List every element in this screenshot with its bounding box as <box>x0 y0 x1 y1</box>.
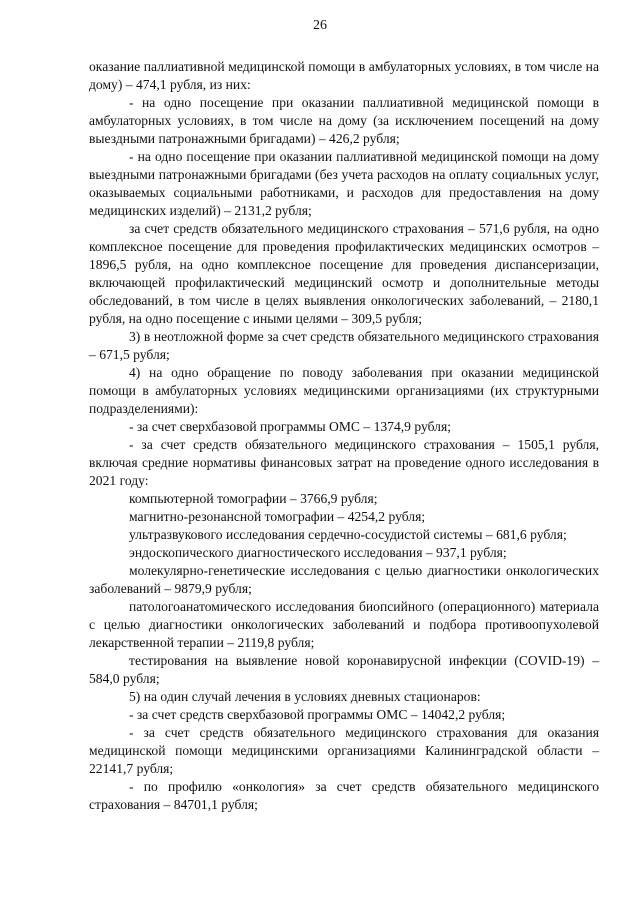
paragraph: 4) на одно обращение по поводу заболевания при оказании медицинской помощи в амбулаторных условиях медицинскими организациями (их структурными подразделениями): <box>89 365 599 416</box>
paragraph: оказание паллиативной медицинской помощи в амбулаторных условиях, в том числе на дому) – 474,1 рубля, из них: <box>89 59 599 92</box>
paragraph: за счет средств обязательного медицинского страхования – 571,6 рубля, на одно комплексное посещение для проведения профилактических медицинских осмотров – 1896,5 рубля, на одно комплексное посещение для проведения диспансеризации, включающей профилактический медицинский осмотр и дополнительные методы обследований, в том числе в целях выявления онкологических заболеваний, – 2180,1 рубля, на одно посещение с иными целями – 309,5 рубля; <box>89 221 599 326</box>
paragraph: - на одно посещение при оказании паллиативной медицинской помощи на дому выездными патронажными бригадами (без учета расходов на оплату социальных услуг, оказываемых социальными работниками, и расходов для предоставления на дому медицинских изделий) – 2131,2 рубля; <box>89 149 599 218</box>
page-number: 26 <box>313 18 327 33</box>
paragraph: 3) в неотложной форме за счет средств обязательного медицинского страхования – 671,5 рубля; <box>89 329 599 362</box>
paragraph: 5) на один случай лечения в условиях дневных стационаров: <box>129 689 481 704</box>
paragraph: ультразвукового исследования сердечно-сосудистой системы – 681,6 рубля; <box>129 527 567 542</box>
paragraph: - на одно посещение при оказании паллиативной медицинской помощи в амбулаторных условиях, в том числе на дому (за исключением посещений на дому выездными патронажными бригадами) – 426,2 рубля; <box>89 95 599 146</box>
paragraph: молекулярно-генетические исследования с целью диагностики онкологических заболеваний – 9879,9 рубля; <box>89 563 599 596</box>
paragraph: - за счет средств обязательного медицинского страхования – 1505,1 рубля, включая средние нормативы финансовых затрат на проведение одного исследования в 2021 году: <box>89 437 599 488</box>
paragraph: патологоанатомического исследования биопсийного (операционного) материала с целью диагностики онкологических заболеваний и подбора противоопухолевой лекарственной терапии – 2119,8 рубля; <box>89 599 599 650</box>
paragraph: магнитно-резонансной томографии – 4254,2 рубля; <box>129 509 426 524</box>
paragraph: - за счет сверхбазовой программы ОМС – 1374,9 рубля; <box>129 419 451 434</box>
paragraph: - по профилю «онкология» за счет средств обязательного медицинского страхования – 84701,1 рубля; <box>89 779 599 812</box>
document-body <box>89 58 599 814</box>
paragraph: - за счет средств сверхбазовой программы ОМС – 14042,2 рубля; <box>129 707 506 722</box>
paragraph: компьютерной томографии – 3766,9 рубля; <box>129 491 378 506</box>
paragraph: эндоскопического диагностического исследования – 937,1 рубля; <box>129 545 507 560</box>
paragraph: - за счет средств обязательного медицинского страхования для оказания медицинской помощи медицинскими организациями Калининградской области – 22141,7 рубля; <box>89 725 599 776</box>
paragraph: тестирования на выявление новой коронавирусной инфекции (COVID-19) – 584,0 рубля; <box>89 653 599 686</box>
